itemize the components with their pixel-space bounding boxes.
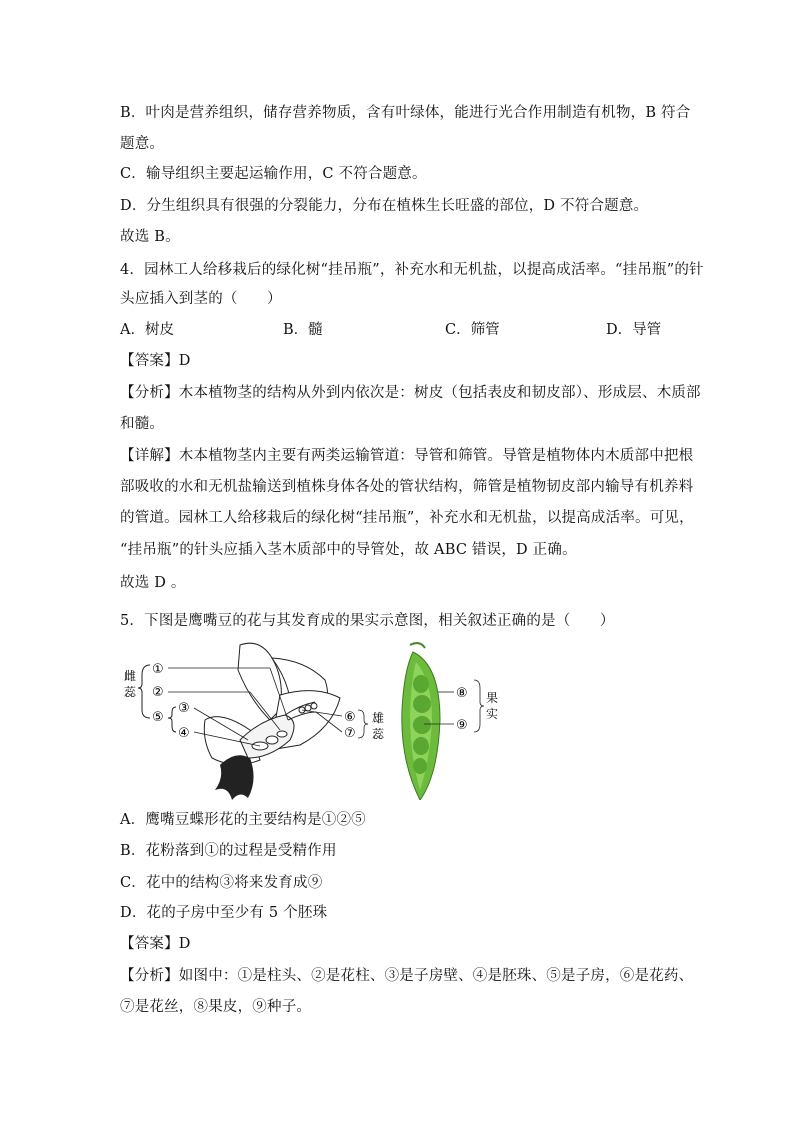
q5-answer: 【答案】D bbox=[120, 936, 191, 952]
marker-9: ⑨ bbox=[456, 718, 468, 733]
q4-detail-cont: 部吸收的水和无机盐输送到植株身体各处的管状结构，筛管是植物韧皮部内输导有机养料 bbox=[120, 479, 694, 495]
text-line-b-option: B．叶肉是营养组织，储存营养物质，含有叶绿体，能进行光合作用制造有机物，B 符合 bbox=[120, 105, 691, 121]
q4-analysis: 【分析】木本植物茎的结构从外到内依次是：树皮（包括表皮和韧皮部）、形成层、木质部 bbox=[120, 385, 701, 401]
text-line-c-option: C．输导组织主要起运输作用，C 不符合题意。 bbox=[120, 166, 427, 182]
flower-illustration bbox=[204, 643, 340, 764]
pea-pod-illustration bbox=[402, 643, 440, 800]
q4-option-b: B．髓 bbox=[283, 322, 323, 338]
q4-option-a: A．树皮 bbox=[120, 322, 174, 338]
fruit-label-2: 实 bbox=[486, 707, 499, 721]
q4-detail: 【详解】木本植物茎内主要有两类运输管道：导管和筛管。导管是植物体内木质部中把根 bbox=[120, 448, 694, 464]
flower-and-fruit-figure bbox=[120, 640, 510, 800]
question-4-stem: 4．园林工人给移栽后的绿化树“挂吊瓶”，补充水和无机盐，以提高成活率。“挂吊瓶”的针 bbox=[120, 262, 704, 278]
q5-option-c: C．花中的结构③将来发育成⑨ bbox=[120, 875, 323, 891]
pistil-label bbox=[124, 668, 136, 683]
marker-5: ⑤ bbox=[152, 710, 164, 725]
q4-detail-cont: “挂吊瓶”的针头应插入茎木质部中的导管处，故 ABC 错误，D 正确。 bbox=[120, 542, 577, 558]
marker-3: ③ bbox=[178, 701, 190, 716]
q5-option-a: A．鹰嘴豆蝶形花的主要结构是①②⑤ bbox=[120, 812, 366, 828]
q4-detail-cont: 的管道。园林工人给移栽后的绿化树“挂吊瓶”，补充水和无机盐，以提高成活率。可见， bbox=[120, 510, 694, 526]
question-5-stem: 5．下图是鹰嘴豆的花与其发育成的果实示意图，相关叙述正确的是（ ） bbox=[120, 613, 615, 629]
text-line-d-option: D．分生组织具有很强的分裂能力，分布在植株生长旺盛的部位，D 不符合题意。 bbox=[120, 198, 649, 214]
stamen-label-2: 蕊 bbox=[372, 727, 385, 741]
pistil-label-char: 雌 bbox=[124, 669, 137, 683]
fruit-label-1: 果 bbox=[486, 691, 499, 705]
q5-option-d: D．花的子房中至少有 5 个胚珠 bbox=[120, 905, 328, 921]
marker-4: ④ bbox=[178, 726, 190, 741]
q4-answer: 【答案】D bbox=[120, 353, 191, 369]
q4-option-c: C．筛管 bbox=[445, 322, 500, 338]
q5-analysis-cont: ⑦是花丝，⑧果皮，⑨种子。 bbox=[120, 999, 312, 1015]
q5-analysis: 【分析】如图中：①是柱头、②是花柱、③是子房壁、④是胚珠、⑤是子房，⑥是花药、 bbox=[120, 968, 694, 984]
q4-choice: 故选 D 。 bbox=[120, 575, 186, 591]
stamen-label-1: 雄 bbox=[372, 711, 385, 725]
marker-1: ① bbox=[152, 662, 164, 677]
text-line-choice: 故选 B。 bbox=[120, 229, 180, 245]
marker-2: ② bbox=[152, 685, 164, 700]
question-4-stem-cont: 头应插入到茎的（ ） bbox=[120, 291, 282, 307]
marker-6: ⑥ bbox=[344, 710, 356, 725]
marker-7: ⑦ bbox=[344, 726, 356, 741]
q5-option-b: B．花粉落到①的过程是受精作用 bbox=[120, 843, 337, 859]
text-line: 题意。 bbox=[120, 136, 165, 152]
q4-option-d: D．导管 bbox=[606, 322, 662, 338]
marker-8: ⑧ bbox=[456, 686, 468, 701]
q4-analysis-cont: 和髓。 bbox=[120, 416, 165, 432]
pistil-label-2: 蕊 bbox=[124, 685, 137, 699]
